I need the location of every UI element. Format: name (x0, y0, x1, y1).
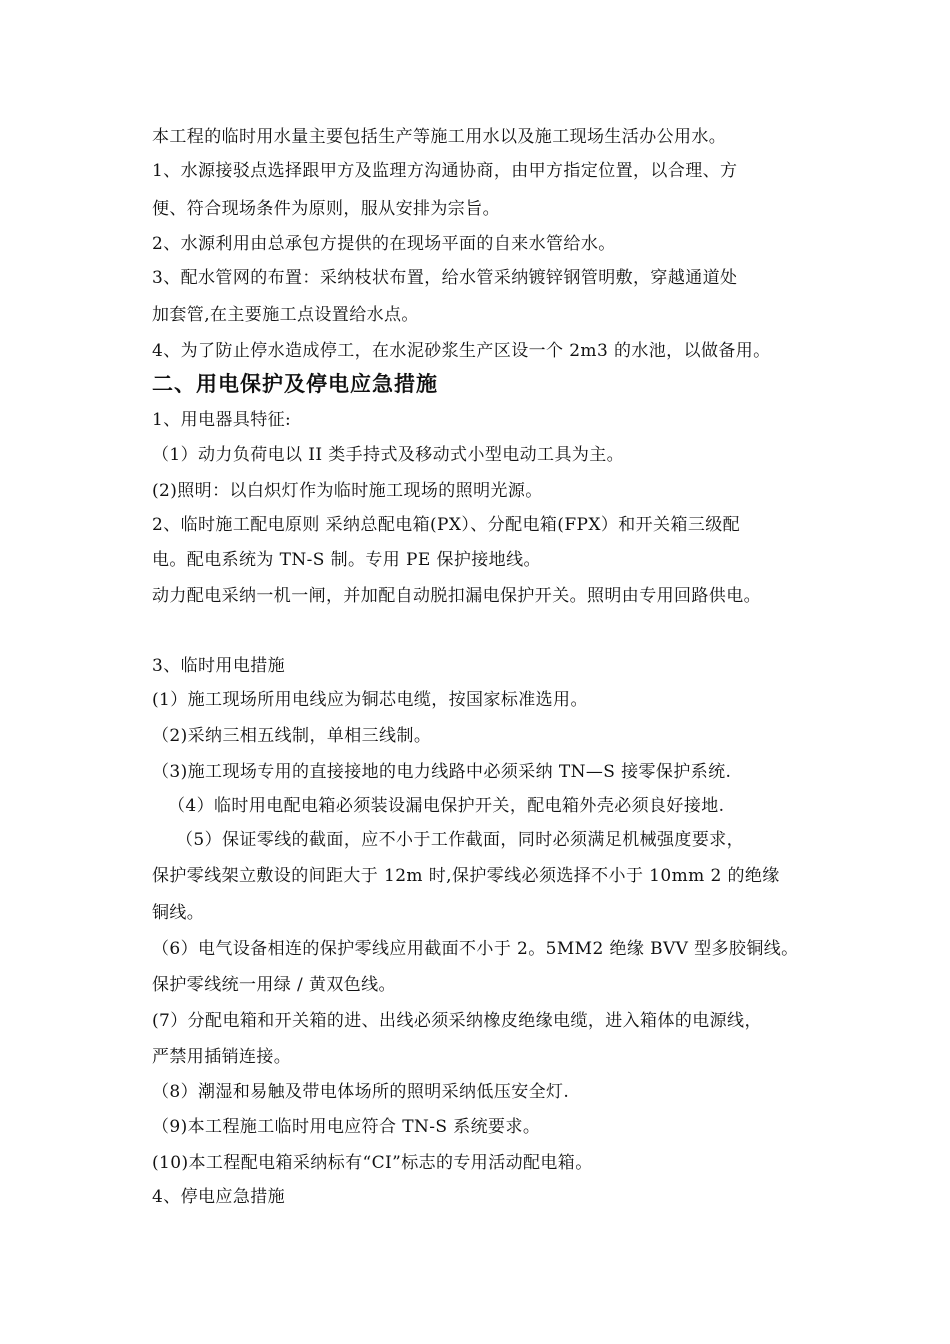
paragraph-elec-3-9: （9)本工程施工临时用电应符合 TN-S 系统要求。 (152, 1117, 541, 1137)
paragraph-elec-3-1: (1）施工现场所用电线应为铜芯电缆，按国家标准选用。 (152, 690, 588, 710)
paragraph-elec-1: 1、用电器具特征: (152, 410, 292, 430)
paragraph-elec-3-3: （3)施工现场专用的直接接地的电力线路中必须采纳 TN—S 接零保护系统. (152, 762, 732, 782)
paragraph-elec-3-7b: 严禁用插销连接。 (152, 1047, 292, 1067)
paragraph-elec-1-1: （1）动力负荷电以 II 类手持式及移动式小型电动工具为主。 (152, 445, 625, 465)
paragraph-elec-4: 4、停电应急措施 (152, 1187, 286, 1207)
paragraph-elec-3-10: (10)本工程配电箱采纳标有“CI”标志的专用活动配电箱。 (152, 1153, 593, 1173)
paragraph-elec-3-6b: 保护零线统一用绿 / 黄双色线。 (152, 975, 396, 995)
paragraph-intro: 本工程的临时用水量主要包括生产等施工用水以及施工现场生活办公用水。 (152, 127, 727, 147)
paragraph-water-2: 2、水源利用由总承包方提供的在现场平面的自来水管给水。 (152, 234, 616, 254)
paragraph-water-1b: 便、符合现场条件为原则，服从安排为宗旨。 (152, 199, 500, 219)
paragraph-elec-3-2: （2)采纳三相五线制，单相三线制。 (152, 726, 432, 746)
paragraph-water-3b: 加套管,在主要施工点设置给水点。 (152, 305, 419, 325)
paragraph-elec-2c: 动力配电采纳一机一闸，并加配自动脱扣漏电保护开关。照明由专用回路供电。 (152, 586, 761, 606)
paragraph-elec-3-5b: 保护零线架立敷设的间距大于 12m 时,保护零线必须选择不小于 10mm 2 的绝缘 (152, 866, 780, 886)
paragraph-elec-3-7a: (7）分配电箱和开关箱的进、出线必须采纳橡皮绝缘电缆，进入箱体的电源线， (152, 1011, 762, 1031)
paragraph-elec-3: 3、临时用电措施 (152, 656, 286, 676)
section-heading: 二、用电保护及停电应急措施 (152, 372, 438, 396)
paragraph-elec-1-2: (2)照明：以白炽灯作为临时施工现场的照明光源。 (152, 481, 543, 501)
paragraph-elec-2a: 2、临时施工配电原则 采纳总配电箱(PX）、分配电箱(FPX）和开关箱三级配 (152, 515, 741, 535)
paragraph-elec-3-8: （8）潮湿和易触及带电体场所的照明采纳低压安全灯. (152, 1082, 570, 1102)
paragraph-water-3a: 3、配水管网的布置：采纳枝状布置，给水管采纳镀锌钢管明敷，穿越通道处 (152, 268, 738, 288)
paragraph-water-4: 4、为了防止停水造成停工，在水泥砂浆生产区设一个 2m3 的水池，以做备用。 (152, 341, 771, 361)
paragraph-elec-2b: 电。配电系统为 TN-S 制。专用 PE 保护接地线。 (152, 550, 541, 570)
paragraph-water-1a: 1、水源接驳点选择跟甲方及监理方沟通协商，由甲方指定位置，以合理、方 (152, 161, 738, 181)
paragraph-elec-3-4: （4）临时用电配电箱必须装设漏电保护开关，配电箱外壳必须良好接地. (168, 796, 725, 816)
paragraph-elec-3-5c: 铜线。 (152, 903, 205, 923)
paragraph-elec-3-5a: （5）保证零线的截面，应不小于工作截面，同时必须满足机械强度要求， (176, 830, 745, 850)
paragraph-elec-3-6a: （6）电气设备相连的保护零线应用截面不小于 2。5MM2 绝缘 BVV 型多胶铜线。 (152, 939, 799, 959)
